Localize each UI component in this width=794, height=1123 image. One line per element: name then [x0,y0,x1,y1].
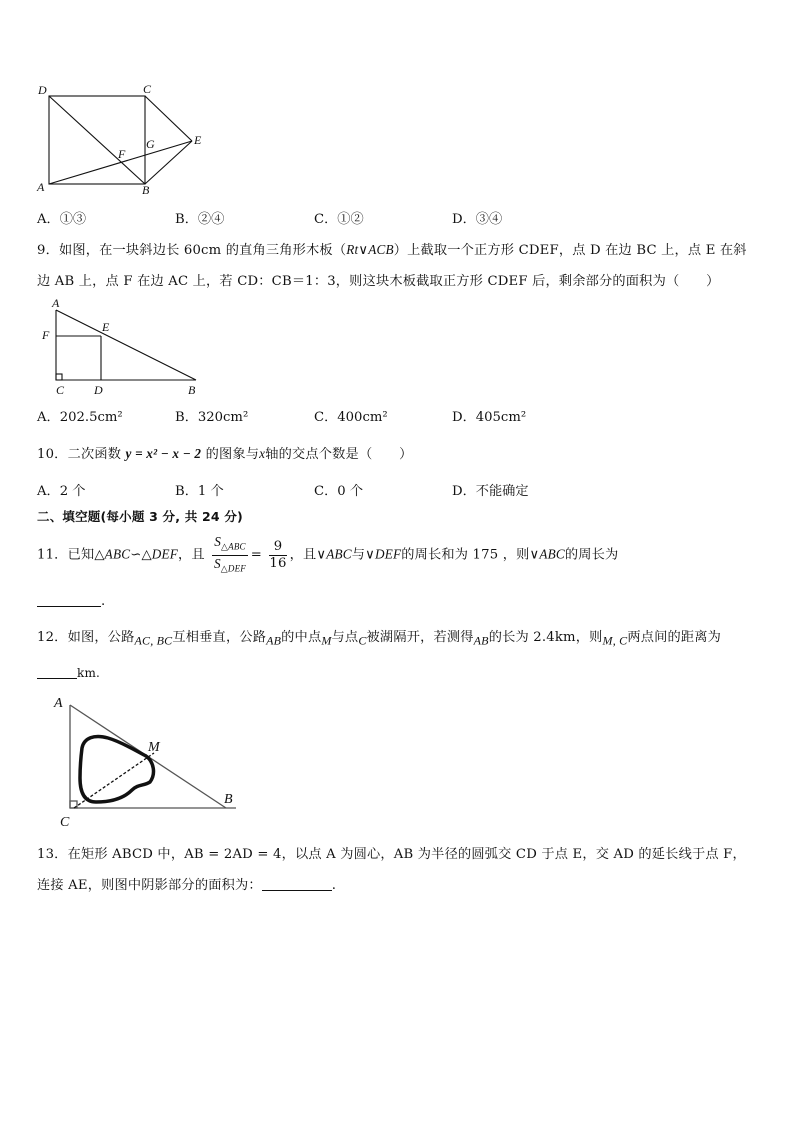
lake-shape [80,736,153,802]
fig8-label-f: F [118,147,126,161]
q11-mid2: ，且 [289,547,317,563]
q11-prefix: 11．已知 [37,547,95,563]
q12-p4: 与点 [331,630,359,645]
figure-q8 [32,80,212,196]
q11-t1: ∨ABC [316,546,352,562]
q10-option-c: C．0 个 [314,484,364,499]
q11-mid4: 的周长和为 175 ，则 [401,547,530,563]
q9-option-a: A．202.5cm² [37,410,123,425]
q8-option-d: D．③④ [452,212,503,227]
fig8-label-b: B [142,183,150,196]
figure-q9 [36,296,206,400]
q11-frac-num: S [214,534,222,549]
q12-p5: 被湖隔开，若测得 [366,630,474,645]
q10-formula: y = x² − x − 2 [125,446,202,461]
q12-p6: 的长为 2.4km，则 [488,630,603,645]
q10-mid: 的图象与 [205,447,260,462]
q9-line2: 边 AB 上，点 F 在边 AC 上，若 CD：CB＝1：3，则这块木板截取正方形 CDEF 后，剩余部分的面积为（ ） [37,274,720,289]
q8-option-a: A．①③ [37,212,87,227]
q11-ratio-num: 9 [269,539,286,556]
q8-option-b: B．②④ [175,212,225,227]
q11-line [37,534,618,576]
q11-t2: ∨DEF [365,546,402,562]
q9-text-b: ）上截取一个正方形 CDEF，点 D 在边 BC 上，点 E 在斜 [393,243,747,258]
q13-line1: 13．在矩形 ABCD 中，AB = 2AD = 4，以点 A 为圆心，AB 为半径的圆弧交 CD 于点 E，交 AD 的延长线于点 F， [37,847,746,862]
fig8-label-a: A [37,180,45,194]
fig9-label-b: B [188,383,196,397]
q11-end: . [101,594,106,609]
q12-v6: M, C [602,633,628,648]
q12-line [37,626,721,649]
q12-p2: 互相垂直，公路 [172,630,267,645]
q11-answer-blank[interactable] [37,594,101,607]
figure-q12 [50,690,250,835]
q13-line2 [37,874,336,893]
q10-prefix: 10．二次函数 [37,447,122,462]
fig9-label-e: E [102,320,110,334]
q11-ratio-den: 16 [269,555,287,571]
q12-p1: 12．如图，公路 [37,630,135,645]
q10-suffix: 轴的交点个数是（ ） [265,447,413,462]
q11-mid3: 与 [351,547,366,563]
q12-v5: AB [473,633,489,648]
fig9-label-a: A [52,296,60,310]
q12-answer-line [37,666,100,680]
q11-mid1: ，且 [178,547,205,563]
q12-p7: 两点间的距离为 [627,630,722,645]
fig8-label-e: E [194,133,202,147]
q12-v3: M [321,633,332,648]
q10-line [37,443,413,462]
q12-v4: C [358,633,367,648]
q13-answer-blank[interactable] [262,878,332,891]
q9-line1 [37,239,747,258]
q12-unit: km. [77,666,101,680]
q12-answer-blank[interactable] [37,666,77,679]
q11-similar: △ABC∽△DEF [94,546,179,562]
q11-frac-den-sub: △DEF [220,563,246,574]
section-heading-fill-in: 二、填空题(每小题 3 分, 共 24 分) [37,509,243,524]
q11-frac-den: S [213,555,221,571]
q10-x: x [259,446,266,461]
q11-area-fraction [212,534,248,576]
q9-rt: Rt∨ACB [346,242,394,257]
q8-option-c: C．①② [314,212,364,227]
fig12-label-b: B [224,792,233,807]
q9-option-d: D．405cm² [452,410,527,425]
q11-t3: ∨ABC [529,546,565,562]
q10-option-a: A．2 个 [37,484,86,499]
q13-end: . [331,878,337,893]
q10-option-b: B．1 个 [175,484,224,499]
fig9-label-d: D [94,383,103,397]
fig9-label-f: F [42,328,50,342]
q11-frac-num-sub: △ABC [221,541,246,552]
q9-text-a: 9．如图，在一块斜边长 60cm 的直角三角形木板（ [37,243,347,258]
q10-option-d: D．不能确定 [452,484,529,499]
q12-v2: AB [266,633,282,648]
fig8-label-c: C [143,82,152,96]
fig9-label-c: C [56,383,65,397]
q12-v1: AC, BC [134,633,173,648]
fig12-label-a: A [54,696,63,711]
q11-eq: = [250,547,262,563]
q13-line2-text: 连接 AE，则图中阴影部分的面积为： [37,878,262,893]
q9-option-c: C．400cm² [314,410,388,425]
q11-answer-line [37,594,105,609]
fig12-label-c: C [60,815,70,830]
q11-ratio-fraction [269,539,286,572]
fig12-label-m: M [148,740,160,755]
fig8-label-d: D [38,83,47,97]
fig8-label-g: G [146,137,155,151]
q12-p3: 的中点 [281,630,322,645]
q11-suffix: 的周长为 [564,547,619,563]
q9-option-b: B．320cm² [175,410,249,425]
